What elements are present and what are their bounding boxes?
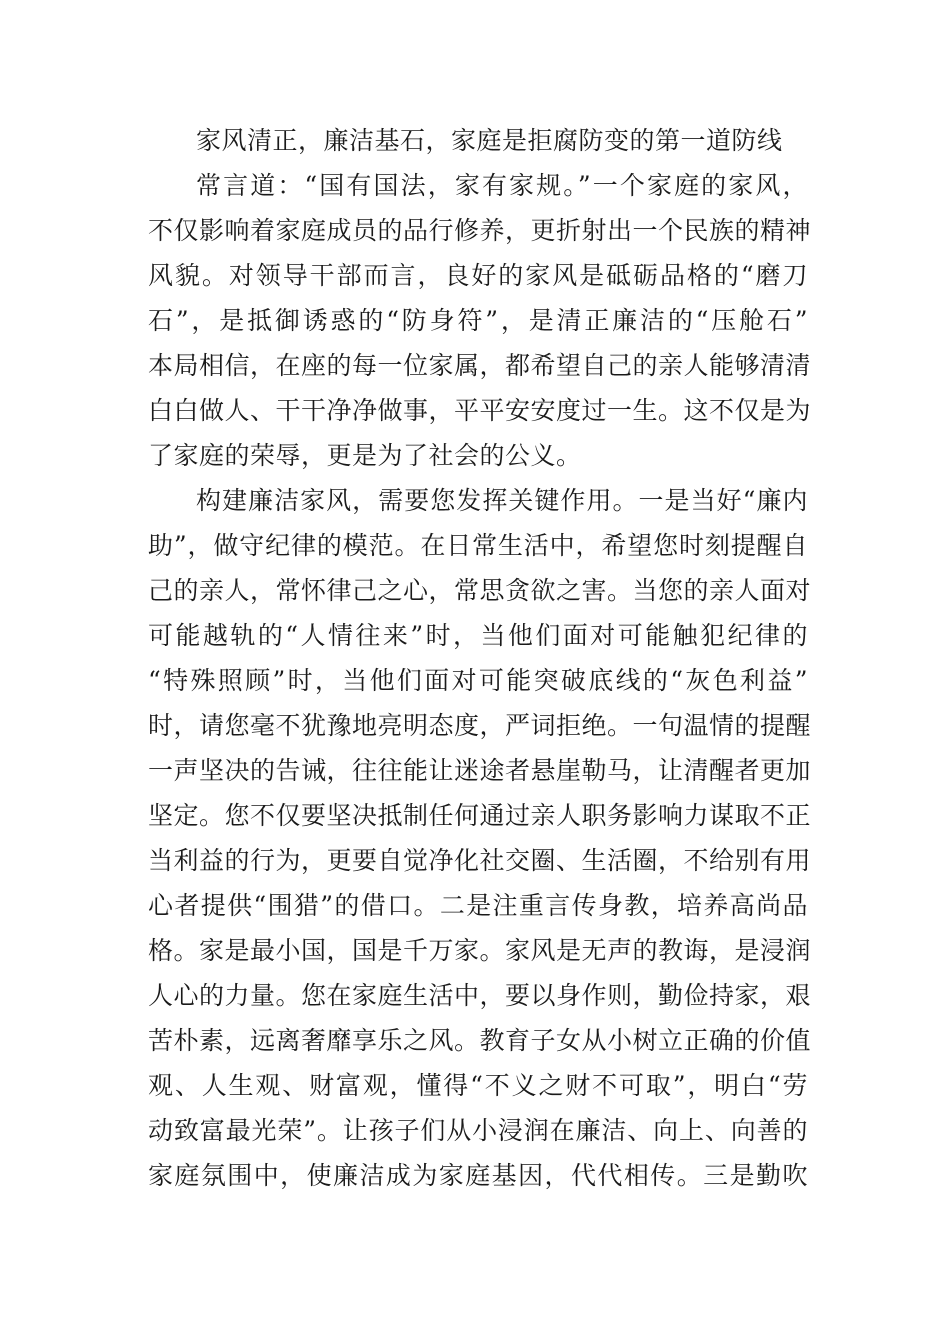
paragraph-line: 助”，做守纪律的模范。在日常生活中，希望您时刻提醒自: [148, 531, 808, 560]
paragraph-line: 不仅影响着家庭成员的品行修养，更折射出一个民族的精神: [148, 216, 812, 245]
paragraph-line: 心者提供“围猎”的借口。二是注重言传身教，培养高尚品: [148, 891, 808, 920]
paragraph-line: 一声坚决的告诫，往往能让迷途者悬崖勒马，让清醒者更加: [148, 756, 812, 785]
paragraph-line: 本局相信，在座的每一位家属，都希望自己的亲人能够清清: [148, 351, 812, 380]
paragraph-line: “特殊照顾”时，当他们面对可能突破底线的“灰色利益”: [148, 666, 808, 695]
paragraph-line: 家庭氛围中，使廉洁成为家庭基因，代代相传。三是勤吹: [148, 1161, 808, 1190]
paragraph-line: 构建廉洁家风，需要您发挥关键作用。一是当好“廉内: [196, 486, 808, 515]
paragraph-line: 可能越轨的“人情往来”时，当他们面对可能触犯纪律的: [148, 621, 808, 650]
paragraph-line: 苦朴素，远离奢靡享乐之风。教育子女从小树立正确的价值: [148, 1026, 812, 1055]
paragraph-line: 坚定。您不仅要坚决抵制任何通过亲人职务影响力谋取不正: [148, 801, 812, 830]
paragraph-line: 白白做人、干干净净做事，平平安安度过一生。这不仅是为: [148, 396, 812, 425]
paragraph-line: 己的亲人，常怀律己之心，常思贪欲之害。当您的亲人面对: [148, 576, 812, 605]
paragraph-line: 风貌。对领导干部而言，良好的家风是砥砺品格的“磨刀: [148, 261, 808, 290]
paragraph-line: 观、人生观、财富观，懂得“不义之财不可取”，明白“劳: [148, 1071, 808, 1100]
paragraph-line: 格。家是最小国，国是千万家。家风是无声的教诲，是浸润: [148, 936, 812, 965]
paragraph-line: 了家庭的荣辱，更是为了社会的公义。: [148, 441, 582, 470]
paragraph-line: 常言道：“国有国法，家有家规。”一个家庭的家风，: [196, 171, 808, 200]
document-title: 家风清正，廉洁基石，家庭是拒腐防变的第一道防线: [196, 126, 783, 155]
paragraph-line: 石”，是抵御诱惑的“防身符”，是清正廉洁的“压舱石”: [148, 306, 808, 335]
paragraph-line: 时，请您毫不犹豫地亮明态度，严词拒绝。一句温情的提醒: [148, 711, 812, 740]
paragraph-line: 动致富最光荣”。让孩子们从小浸润在廉洁、向上、向善的: [148, 1116, 808, 1145]
paragraph-line: 当利益的行为，更要自觉净化社交圈、生活圈，不给别有用: [148, 846, 812, 875]
paragraph-line: 人心的力量。您在家庭生活中，要以身作则，勤俭持家，艰: [148, 981, 812, 1010]
